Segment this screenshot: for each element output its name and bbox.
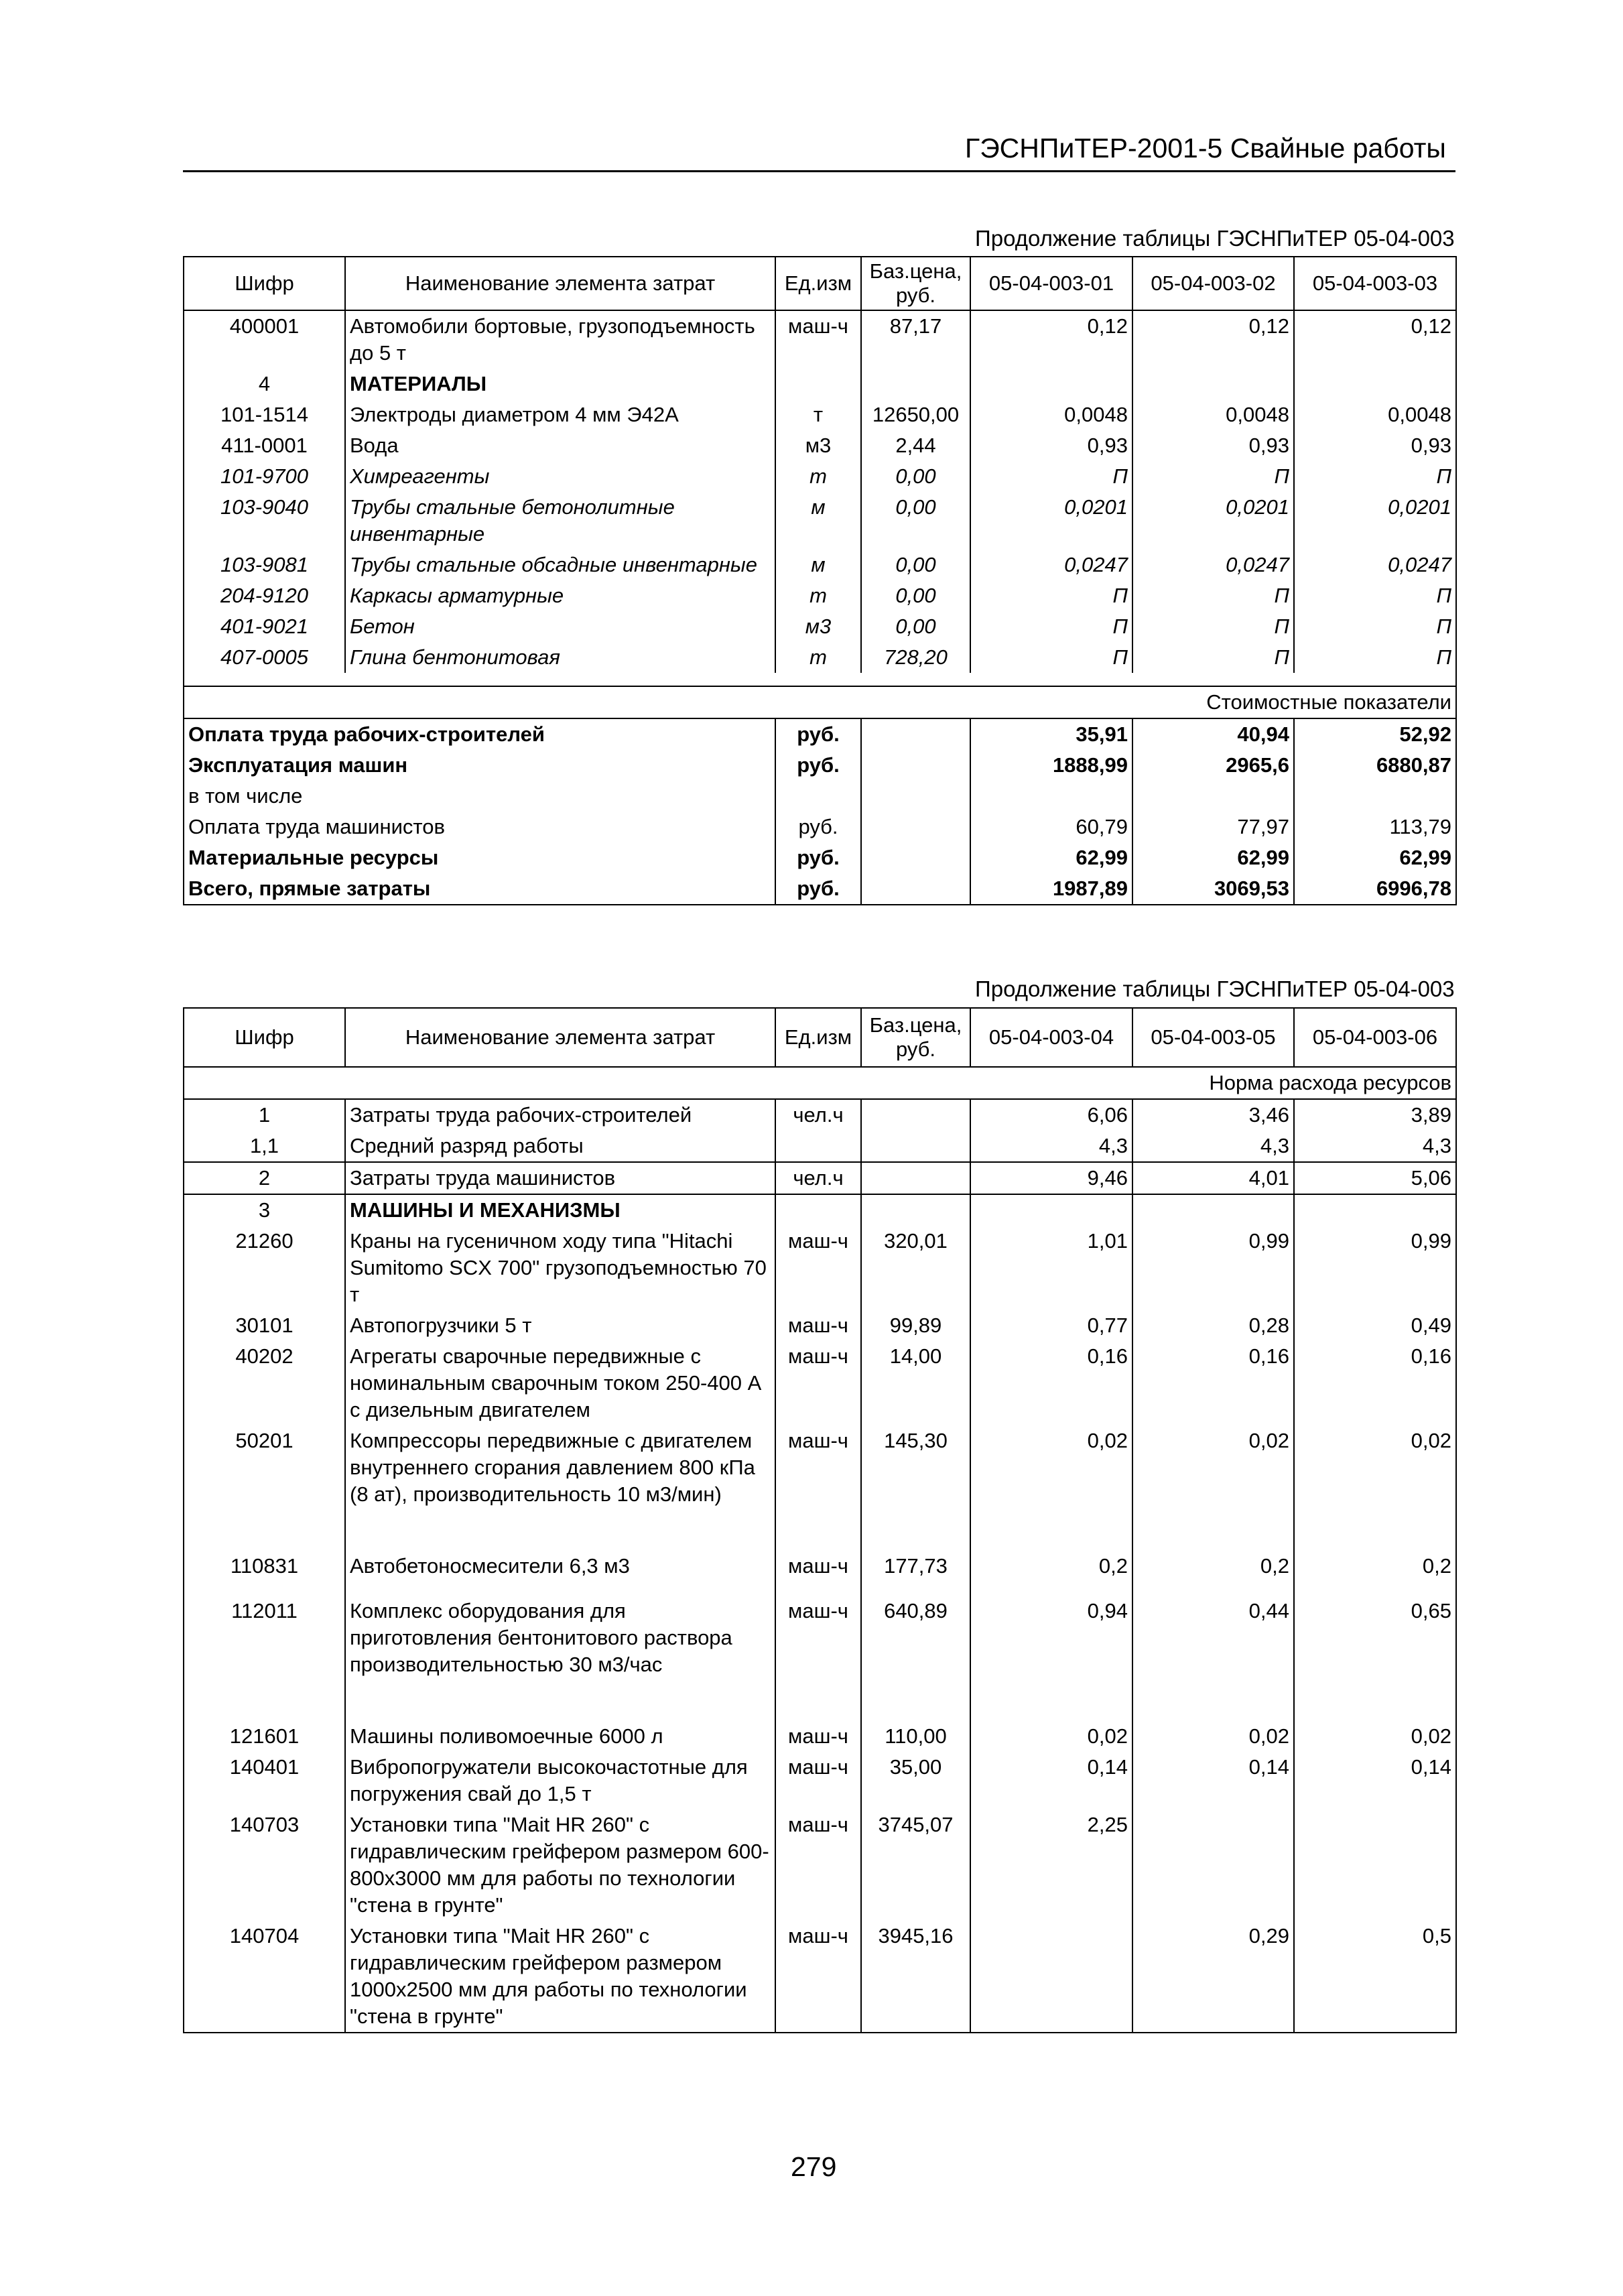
cell-name: Затраты труда машинистов <box>345 1162 775 1194</box>
cell-price: 320,01 <box>861 1226 970 1310</box>
cell-price: 640,89 <box>861 1596 970 1721</box>
cell-value: П <box>970 642 1132 673</box>
cell-price <box>861 1194 970 1226</box>
cell-name: Трубы стальные обсадные инвентарные <box>345 550 775 580</box>
col-header-unit: Ед.изм <box>775 257 861 310</box>
cost-label: Оплата труда рабочих-строителей <box>184 718 775 750</box>
cell-value: 62,99 <box>970 842 1132 873</box>
cell-unit: руб. <box>775 750 861 781</box>
cell-value: 2,25 <box>970 1809 1132 1921</box>
cell-unit: маш-ч <box>775 1425 861 1551</box>
cell-unit: маш-ч <box>775 1551 861 1596</box>
cell-unit: т <box>775 642 861 673</box>
cell-value: 2965,6 <box>1132 750 1294 781</box>
cell-value: 0,0201 <box>1294 492 1456 550</box>
cell-value: 0,12 <box>970 310 1132 369</box>
cell-value: 0,93 <box>1294 430 1456 461</box>
cell-name: Каркасы арматурные <box>345 580 775 611</box>
cell-price: 2,44 <box>861 430 970 461</box>
cell-value: 0,2 <box>1294 1551 1456 1596</box>
cell-unit: руб. <box>775 812 861 842</box>
cell-code: 401-9021 <box>184 611 345 642</box>
cell-name: Краны на гусеничном ходу типа "Hitachi Sumitomo SCX 700" грузоподъемностью 70 т <box>345 1226 775 1310</box>
header-rule <box>183 170 1455 172</box>
cell-value: 52,92 <box>1294 718 1456 750</box>
cell-value: 0,02 <box>970 1721 1132 1752</box>
cell-value: 0,28 <box>1132 1310 1294 1341</box>
cell-unit: м <box>775 550 861 580</box>
table-row <box>184 1131 1456 1162</box>
cell-code: 112011 <box>184 1596 345 1721</box>
cost-row <box>184 873 1456 905</box>
cell-value: 0,93 <box>1132 430 1294 461</box>
cell-price: 3945,16 <box>861 1921 970 2033</box>
table-row <box>184 1551 1456 1596</box>
cell-value <box>1132 1194 1294 1226</box>
cell-value: 6996,78 <box>1294 873 1456 905</box>
table-row <box>184 461 1456 492</box>
cell-value: 1987,89 <box>970 873 1132 905</box>
cell-unit: т <box>775 399 861 430</box>
cell-value: 60,79 <box>970 812 1132 842</box>
cell-value: 1,01 <box>970 1226 1132 1310</box>
cell-value: 3069,53 <box>1132 873 1294 905</box>
cost-row <box>184 842 1456 873</box>
cell-value: 0,0247 <box>970 550 1132 580</box>
cell-name: Компрессоры передвижные с двигателем внутреннего сгорания давлением 800 кПа (8 ат), производительность 10 м3/мин) <box>345 1425 775 1551</box>
cell-price <box>861 1131 970 1162</box>
table2-header-row <box>184 1008 1456 1067</box>
separator-cell <box>775 673 861 686</box>
table-row <box>184 1721 1456 1752</box>
cell-code: 30101 <box>184 1310 345 1341</box>
table-row <box>184 1162 1456 1194</box>
cell-value <box>1294 1809 1456 1921</box>
table-row <box>184 1921 1456 2033</box>
cell-value: 4,3 <box>1294 1131 1456 1162</box>
cell-unit: м3 <box>775 611 861 642</box>
cell-name: Глина бентонитовая <box>345 642 775 673</box>
table1-caption: Продолжение таблицы ГЭСНПиТЕР 05-04-003 <box>975 226 1455 251</box>
table-row <box>184 369 1456 399</box>
cell-unit: маш-ч <box>775 1809 861 1921</box>
cell-value <box>1132 781 1294 812</box>
col-header-code-3: 05-04-003-03 <box>1294 257 1456 310</box>
table-row <box>184 492 1456 550</box>
cell-price: 110,00 <box>861 1721 970 1752</box>
cell-price: 145,30 <box>861 1425 970 1551</box>
cell-name: Вода <box>345 430 775 461</box>
cell-value <box>970 781 1132 812</box>
cell-value: 3,89 <box>1294 1099 1456 1131</box>
cell-price: 0,00 <box>861 461 970 492</box>
cell-name: Агрегаты сварочные передвижные с номинальным сварочным током 250-400 А с дизельным двигателем <box>345 1341 775 1425</box>
table-row <box>184 1194 1456 1226</box>
cell-value: 35,91 <box>970 718 1132 750</box>
cell-value: 0,5 <box>1294 1921 1456 2033</box>
cell-value: 0,29 <box>1132 1921 1294 2033</box>
table-row <box>184 642 1456 673</box>
cell-code: 407-0005 <box>184 642 345 673</box>
cell-code: 140401 <box>184 1752 345 1809</box>
cell-value: 40,94 <box>1132 718 1294 750</box>
cell-value <box>970 1921 1132 2033</box>
cell-code: 4 <box>184 369 345 399</box>
table2 <box>183 1007 1457 2033</box>
cell-price <box>861 750 970 781</box>
col-header-code-6: 05-04-003-06 <box>1294 1008 1456 1067</box>
cell-unit: т <box>775 461 861 492</box>
separator-row <box>184 673 1456 686</box>
table-row <box>184 399 1456 430</box>
col-header-name: Наименование элемента затрат <box>345 257 775 310</box>
table1 <box>183 256 1457 905</box>
cell-value: 5,06 <box>1294 1162 1456 1194</box>
table-row <box>184 580 1456 611</box>
cell-name: Автобетоносмесители 6,3 м3 <box>345 1551 775 1596</box>
cell-name: МАШИНЫ И МЕХАНИЗМЫ <box>345 1194 775 1226</box>
cell-value: П <box>970 580 1132 611</box>
cell-code: 1 <box>184 1099 345 1131</box>
cell-name: Химреагенты <box>345 461 775 492</box>
cell-value: 0,16 <box>970 1341 1132 1425</box>
cell-unit <box>775 781 861 812</box>
table-row <box>184 1226 1456 1310</box>
cell-code: 140703 <box>184 1809 345 1921</box>
cell-price: 0,00 <box>861 580 970 611</box>
cost-label: Материальные ресурсы <box>184 842 775 873</box>
cell-price <box>861 1099 970 1131</box>
cost-row <box>184 750 1456 781</box>
cost-band-row <box>184 686 1456 718</box>
cost-row <box>184 812 1456 842</box>
separator-cell <box>861 673 970 686</box>
cell-value: 77,97 <box>1132 812 1294 842</box>
cell-unit: маш-ч <box>775 1310 861 1341</box>
cell-value: 9,46 <box>970 1162 1132 1194</box>
cell-name: Затраты труда рабочих-строителей <box>345 1099 775 1131</box>
cell-price <box>861 873 970 905</box>
cell-value: 1888,99 <box>970 750 1132 781</box>
cell-price: 12650,00 <box>861 399 970 430</box>
cell-code: 50201 <box>184 1425 345 1551</box>
table2-caption: Продолжение таблицы ГЭСНПиТЕР 05-04-003 <box>975 976 1455 1001</box>
cell-value <box>970 369 1132 399</box>
cell-value: П <box>1132 611 1294 642</box>
cell-code: 121601 <box>184 1721 345 1752</box>
cell-price: 0,00 <box>861 550 970 580</box>
cell-value: 4,3 <box>970 1131 1132 1162</box>
cost-row <box>184 718 1456 750</box>
cell-unit: руб. <box>775 718 861 750</box>
col-header-code-1: 05-04-003-01 <box>970 257 1132 310</box>
cell-code: 411-0001 <box>184 430 345 461</box>
cell-unit: м <box>775 492 861 550</box>
cell-value: 0,16 <box>1132 1341 1294 1425</box>
cell-unit <box>775 369 861 399</box>
cell-name: Установки типа "Mait HR 260" с гидравлическим грейфером размером 1000x2500 мм для работы по технологии "стена в грунте" <box>345 1921 775 2033</box>
cell-name: Установки типа "Mait HR 260" с гидравлическим грейфером размером 600-800x3000 мм для работы по технологии "стена в грунте" <box>345 1809 775 1921</box>
cell-unit: руб. <box>775 842 861 873</box>
cell-value: 0,14 <box>1132 1752 1294 1809</box>
cell-value: 0,0048 <box>1132 399 1294 430</box>
cost-label: Оплата труда машинистов <box>184 812 775 842</box>
cell-value: 0,94 <box>970 1596 1132 1721</box>
page-number: 279 <box>791 2151 837 2182</box>
separator-cell <box>970 673 1132 686</box>
cell-value: 0,2 <box>1132 1551 1294 1596</box>
cell-value: 0,65 <box>1294 1596 1456 1721</box>
table-row <box>184 1310 1456 1341</box>
table-row <box>184 1809 1456 1921</box>
cell-value: 62,99 <box>1294 842 1456 873</box>
cell-code: 3 <box>184 1194 345 1226</box>
cell-value: П <box>970 461 1132 492</box>
cell-price <box>861 718 970 750</box>
cell-value: 0,0247 <box>1132 550 1294 580</box>
cell-value <box>1294 1194 1456 1226</box>
cell-value: 0,2 <box>970 1551 1132 1596</box>
cost-label: Эксплуатация машин <box>184 750 775 781</box>
cell-unit: маш-ч <box>775 1752 861 1809</box>
cell-value: 0,49 <box>1294 1310 1456 1341</box>
table-row <box>184 1752 1456 1809</box>
cell-value: 0,02 <box>1132 1721 1294 1752</box>
cell-value: П <box>1132 461 1294 492</box>
cell-value: 0,93 <box>970 430 1132 461</box>
cell-unit <box>775 1131 861 1162</box>
cell-unit: маш-ч <box>775 310 861 369</box>
cell-value: 0,99 <box>1294 1226 1456 1310</box>
norm-band-label: Норма расхода ресурсов <box>184 1067 1456 1099</box>
cell-value: П <box>1294 642 1456 673</box>
cell-price: 35,00 <box>861 1752 970 1809</box>
cell-value: П <box>970 611 1132 642</box>
cell-code: 40202 <box>184 1341 345 1425</box>
cell-unit: маш-ч <box>775 1226 861 1310</box>
cell-value: 0,02 <box>1132 1425 1294 1551</box>
cell-value: 0,12 <box>1132 310 1294 369</box>
cell-code: 1,1 <box>184 1131 345 1162</box>
cell-code: 101-9700 <box>184 461 345 492</box>
cell-price <box>861 842 970 873</box>
cell-price <box>861 1162 970 1194</box>
col-header-price: Баз.цена, руб. <box>861 257 970 310</box>
cell-code: 204-9120 <box>184 580 345 611</box>
cell-value: 0,0201 <box>970 492 1132 550</box>
table-row <box>184 1425 1456 1551</box>
cell-unit: м3 <box>775 430 861 461</box>
cell-value: 0,0247 <box>1294 550 1456 580</box>
cell-value: 3,46 <box>1132 1099 1294 1131</box>
cell-unit: руб. <box>775 873 861 905</box>
separator-cell <box>345 673 775 686</box>
cell-value: 62,99 <box>1132 842 1294 873</box>
cell-value <box>1132 369 1294 399</box>
cell-price <box>861 781 970 812</box>
col-header-code: Шифр <box>184 257 345 310</box>
cell-value <box>1132 1809 1294 1921</box>
cell-name: Средний разряд работы <box>345 1131 775 1162</box>
cell-value: 0,77 <box>970 1310 1132 1341</box>
cell-unit: чел.ч <box>775 1162 861 1194</box>
cell-value: 0,14 <box>970 1752 1132 1809</box>
cell-value: 4,01 <box>1132 1162 1294 1194</box>
cell-value: 0,02 <box>970 1425 1132 1551</box>
cell-price: 0,00 <box>861 611 970 642</box>
cell-value: 0,12 <box>1294 310 1456 369</box>
running-header: ГЭСНПиТЕР-2001-5 Свайные работы <box>965 133 1446 164</box>
cell-name: Трубы стальные бетонолитные инвентарные <box>345 492 775 550</box>
cell-value <box>1294 369 1456 399</box>
cell-code: 21260 <box>184 1226 345 1310</box>
cell-value: 0,02 <box>1294 1721 1456 1752</box>
cost-row <box>184 781 1456 812</box>
cell-price <box>861 369 970 399</box>
col-header-code-2: 05-04-003-02 <box>1132 257 1294 310</box>
cell-value: 113,79 <box>1294 812 1456 842</box>
cell-name: Электроды диаметром 4 мм Э42А <box>345 399 775 430</box>
col-header-code-5: 05-04-003-05 <box>1132 1008 1294 1067</box>
col-header-code-4: 05-04-003-04 <box>970 1008 1132 1067</box>
cell-value <box>970 1194 1132 1226</box>
cell-unit: маш-ч <box>775 1596 861 1721</box>
col-header-unit: Ед.изм <box>775 1008 861 1067</box>
cell-value: 0,0048 <box>970 399 1132 430</box>
cell-price <box>861 812 970 842</box>
cell-value: 0,99 <box>1132 1226 1294 1310</box>
cost-label: в том числе <box>184 781 775 812</box>
cell-name: Вибропогружатели высокочастотные для погружения свай до 1,5 т <box>345 1752 775 1809</box>
cell-value: 0,14 <box>1294 1752 1456 1809</box>
cell-unit: маш-ч <box>775 1721 861 1752</box>
table-row <box>184 1596 1456 1721</box>
table1-header-row <box>184 257 1456 310</box>
cell-value <box>1294 781 1456 812</box>
cell-code: 2 <box>184 1162 345 1194</box>
cell-unit <box>775 1194 861 1226</box>
cell-price: 728,20 <box>861 642 970 673</box>
cell-name: Автопогрузчики 5 т <box>345 1310 775 1341</box>
table-row <box>184 430 1456 461</box>
cell-code: 110831 <box>184 1551 345 1596</box>
cell-code: 103-9081 <box>184 550 345 580</box>
cell-name: Автомобили бортовые, грузоподъемность до 5 т <box>345 310 775 369</box>
separator-cell <box>1294 673 1456 686</box>
col-header-name: Наименование элемента затрат <box>345 1008 775 1067</box>
cell-code: 400001 <box>184 310 345 369</box>
cell-code: 140704 <box>184 1921 345 2033</box>
cell-price: 177,73 <box>861 1551 970 1596</box>
cost-indicators-label: Стоимостные показатели <box>184 686 1456 718</box>
table-row <box>184 310 1456 369</box>
cell-price: 3745,07 <box>861 1809 970 1921</box>
cell-value: 0,16 <box>1294 1341 1456 1425</box>
cell-value: П <box>1132 580 1294 611</box>
cell-value: П <box>1294 461 1456 492</box>
cost-label: Всего, прямые затраты <box>184 873 775 905</box>
separator-cell <box>1132 673 1294 686</box>
cell-value: 0,44 <box>1132 1596 1294 1721</box>
table-row <box>184 1099 1456 1131</box>
table-row <box>184 550 1456 580</box>
col-header-price: Баз.цена, руб. <box>861 1008 970 1067</box>
norm-band-row <box>184 1067 1456 1099</box>
cell-code: 103-9040 <box>184 492 345 550</box>
cell-code: 101-1514 <box>184 399 345 430</box>
cell-unit: маш-ч <box>775 1341 861 1425</box>
cell-name: Машины поливомоечные 6000 л <box>345 1721 775 1752</box>
cell-name: Комплекс оборудования для приготовления бентонитового раствора производительностью 30 м3/час <box>345 1596 775 1721</box>
cell-name: МАТЕРИАЛЫ <box>345 369 775 399</box>
cell-unit: т <box>775 580 861 611</box>
cell-price: 0,00 <box>861 492 970 550</box>
cell-price: 99,89 <box>861 1310 970 1341</box>
cell-unit: маш-ч <box>775 1921 861 2033</box>
cell-price: 87,17 <box>861 310 970 369</box>
cell-price: 14,00 <box>861 1341 970 1425</box>
cell-unit: чел.ч <box>775 1099 861 1131</box>
cell-name: Бетон <box>345 611 775 642</box>
cell-value: П <box>1132 642 1294 673</box>
cell-value: 4,3 <box>1132 1131 1294 1162</box>
cell-value: П <box>1294 611 1456 642</box>
separator-cell <box>184 673 345 686</box>
cell-value: 0,02 <box>1294 1425 1456 1551</box>
cell-value: П <box>1294 580 1456 611</box>
table-row <box>184 1341 1456 1425</box>
cell-value: 0,0201 <box>1132 492 1294 550</box>
col-header-code: Шифр <box>184 1008 345 1067</box>
table-row <box>184 611 1456 642</box>
cell-value: 6880,87 <box>1294 750 1456 781</box>
cell-value: 6,06 <box>970 1099 1132 1131</box>
cell-value: 0,0048 <box>1294 399 1456 430</box>
